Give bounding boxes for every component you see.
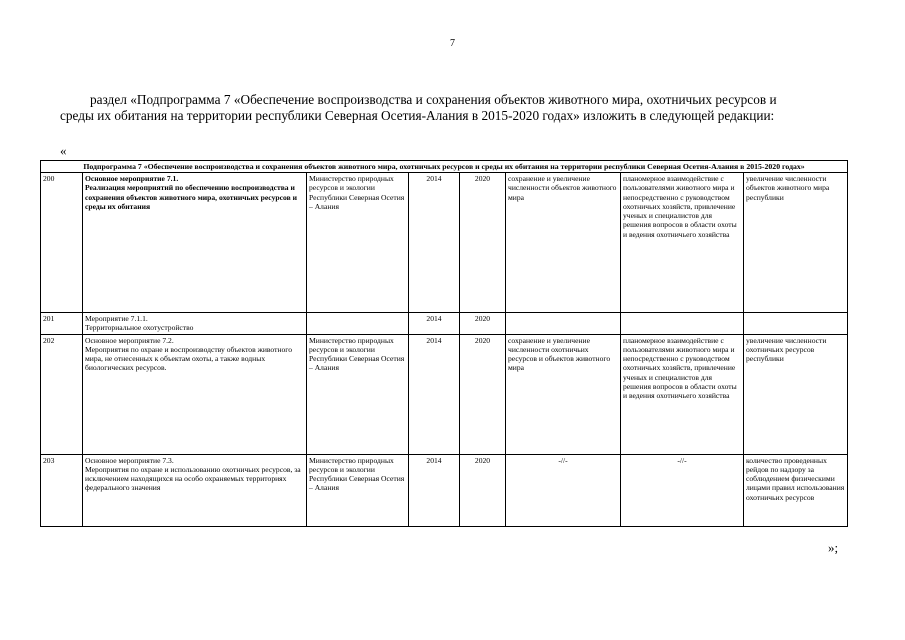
indicator-cell: увеличение численности охотничьих ресурсов республики: [744, 334, 848, 454]
activity-cell: [621, 313, 744, 335]
row-number: 200: [41, 173, 83, 313]
opening-quote: «: [60, 143, 67, 158]
event-code: Основное мероприятие 7.3.: [85, 455, 174, 465]
executor-cell: Министерство природных ресурсов и экологии Республики Северная Осетия – Алания: [307, 173, 409, 313]
executor-cell: [307, 313, 409, 335]
start-year: 2014: [409, 454, 460, 526]
event-title: Мероприятия по охране и воспроизводству объектов животного мира, не отнесенных к объектам охоты, а также водных биологических ресурсов.: [85, 344, 293, 373]
event-title: Реализация мероприятий по обеспечению воспроизводства и сохранения объектов животного мира, охотничьих ресурсов и среды их обитания: [85, 183, 297, 211]
event-name-cell: [83, 334, 307, 454]
end-year: 2020: [460, 173, 506, 313]
event-name-cell: [83, 173, 307, 313]
row-number: 201: [41, 313, 83, 335]
expected-result-cell: [506, 313, 621, 335]
indicator-cell: количество проведенных рейдов по надзору за соблюдением физическими лицами правил использования охотничьих ресурсов: [744, 454, 848, 526]
table-row: [41, 313, 848, 335]
end-year: 2020: [460, 313, 506, 335]
event-code: Основное мероприятие 7.1.: [85, 174, 179, 183]
start-year: 2014: [409, 313, 460, 335]
row-number: 202: [41, 334, 83, 454]
executor-cell: Министерство природных ресурсов и экологии Республики Северная Осетия – Алания: [307, 454, 409, 526]
event-code: Основное мероприятие 7.2.: [85, 335, 174, 345]
event-name-cell: [83, 313, 307, 335]
table-row: [41, 454, 848, 526]
event-title: Территориальное охотустройство: [85, 323, 194, 333]
indicator-cell: [744, 313, 848, 335]
activity-cell: планомерное взаимодействие с пользователями животного мира и непосредственно с руководством охотничьих хозяйств, привлечение ученых и специалистов для решения вопросов в области охоты и ведения охотничьего хозяйства: [621, 334, 744, 454]
intro-paragraph: раздел «Подпрограмма 7 «Обеспечение воспроизводства и сохранения объектов животного мира, охотничьих ресурсов и среды их обитания на территории республики Северная Осетия-Алания в 2015-2020 годах» изложить в следующей редакции:: [60, 92, 777, 123]
event-code: Мероприятие 7.1.1.: [85, 314, 148, 323]
activity-cell: -//-: [621, 454, 744, 526]
start-year: 2014: [409, 334, 460, 454]
end-year: 2020: [460, 454, 506, 526]
indicator-cell: увеличение численности объектов животного мира республики: [744, 173, 848, 313]
end-year: 2020: [460, 334, 506, 454]
start-year: 2014: [409, 173, 460, 313]
closing-quote: »;: [828, 540, 839, 555]
table-title: Подпрограмма 7 «Обеспечение воспроизводства и сохранения объектов животного мира, охотничьих ресурсов и среды их обитания на территории республики Северная Осетия-Алания в 2015-2020 годах»: [41, 161, 848, 173]
activity-cell: планомерное взаимодействие с пользователями животного мира и непосредственно с руководством охотничьих хозяйств, привлечение ученых и специалистов для решения вопросов в области охоты и ведения охотничьего хозяйства: [621, 173, 744, 313]
executor-cell: Министерство природных ресурсов и экологии Республики Северная Осетия – Алания: [307, 334, 409, 454]
row-number: 203: [41, 454, 83, 526]
table-row: [41, 334, 848, 454]
expected-result-cell: сохранение и увеличение численности охотничьих ресурсов и объектов животного мира: [506, 334, 621, 454]
page-number: 7: [450, 38, 455, 49]
expected-result-cell: -//-: [506, 454, 621, 526]
expected-result-cell: сохранение и увеличение численности объектов животного мира: [506, 173, 621, 313]
table-title-row: [41, 161, 848, 173]
table-row: [41, 173, 848, 313]
subprogram-table: [40, 160, 848, 527]
event-title: Мероприятия по охране и использованию охотничьих ресурсов, за исключением находящихся на особо охраняемых территориях федерального значения: [85, 464, 301, 493]
event-name-cell: [83, 454, 307, 526]
